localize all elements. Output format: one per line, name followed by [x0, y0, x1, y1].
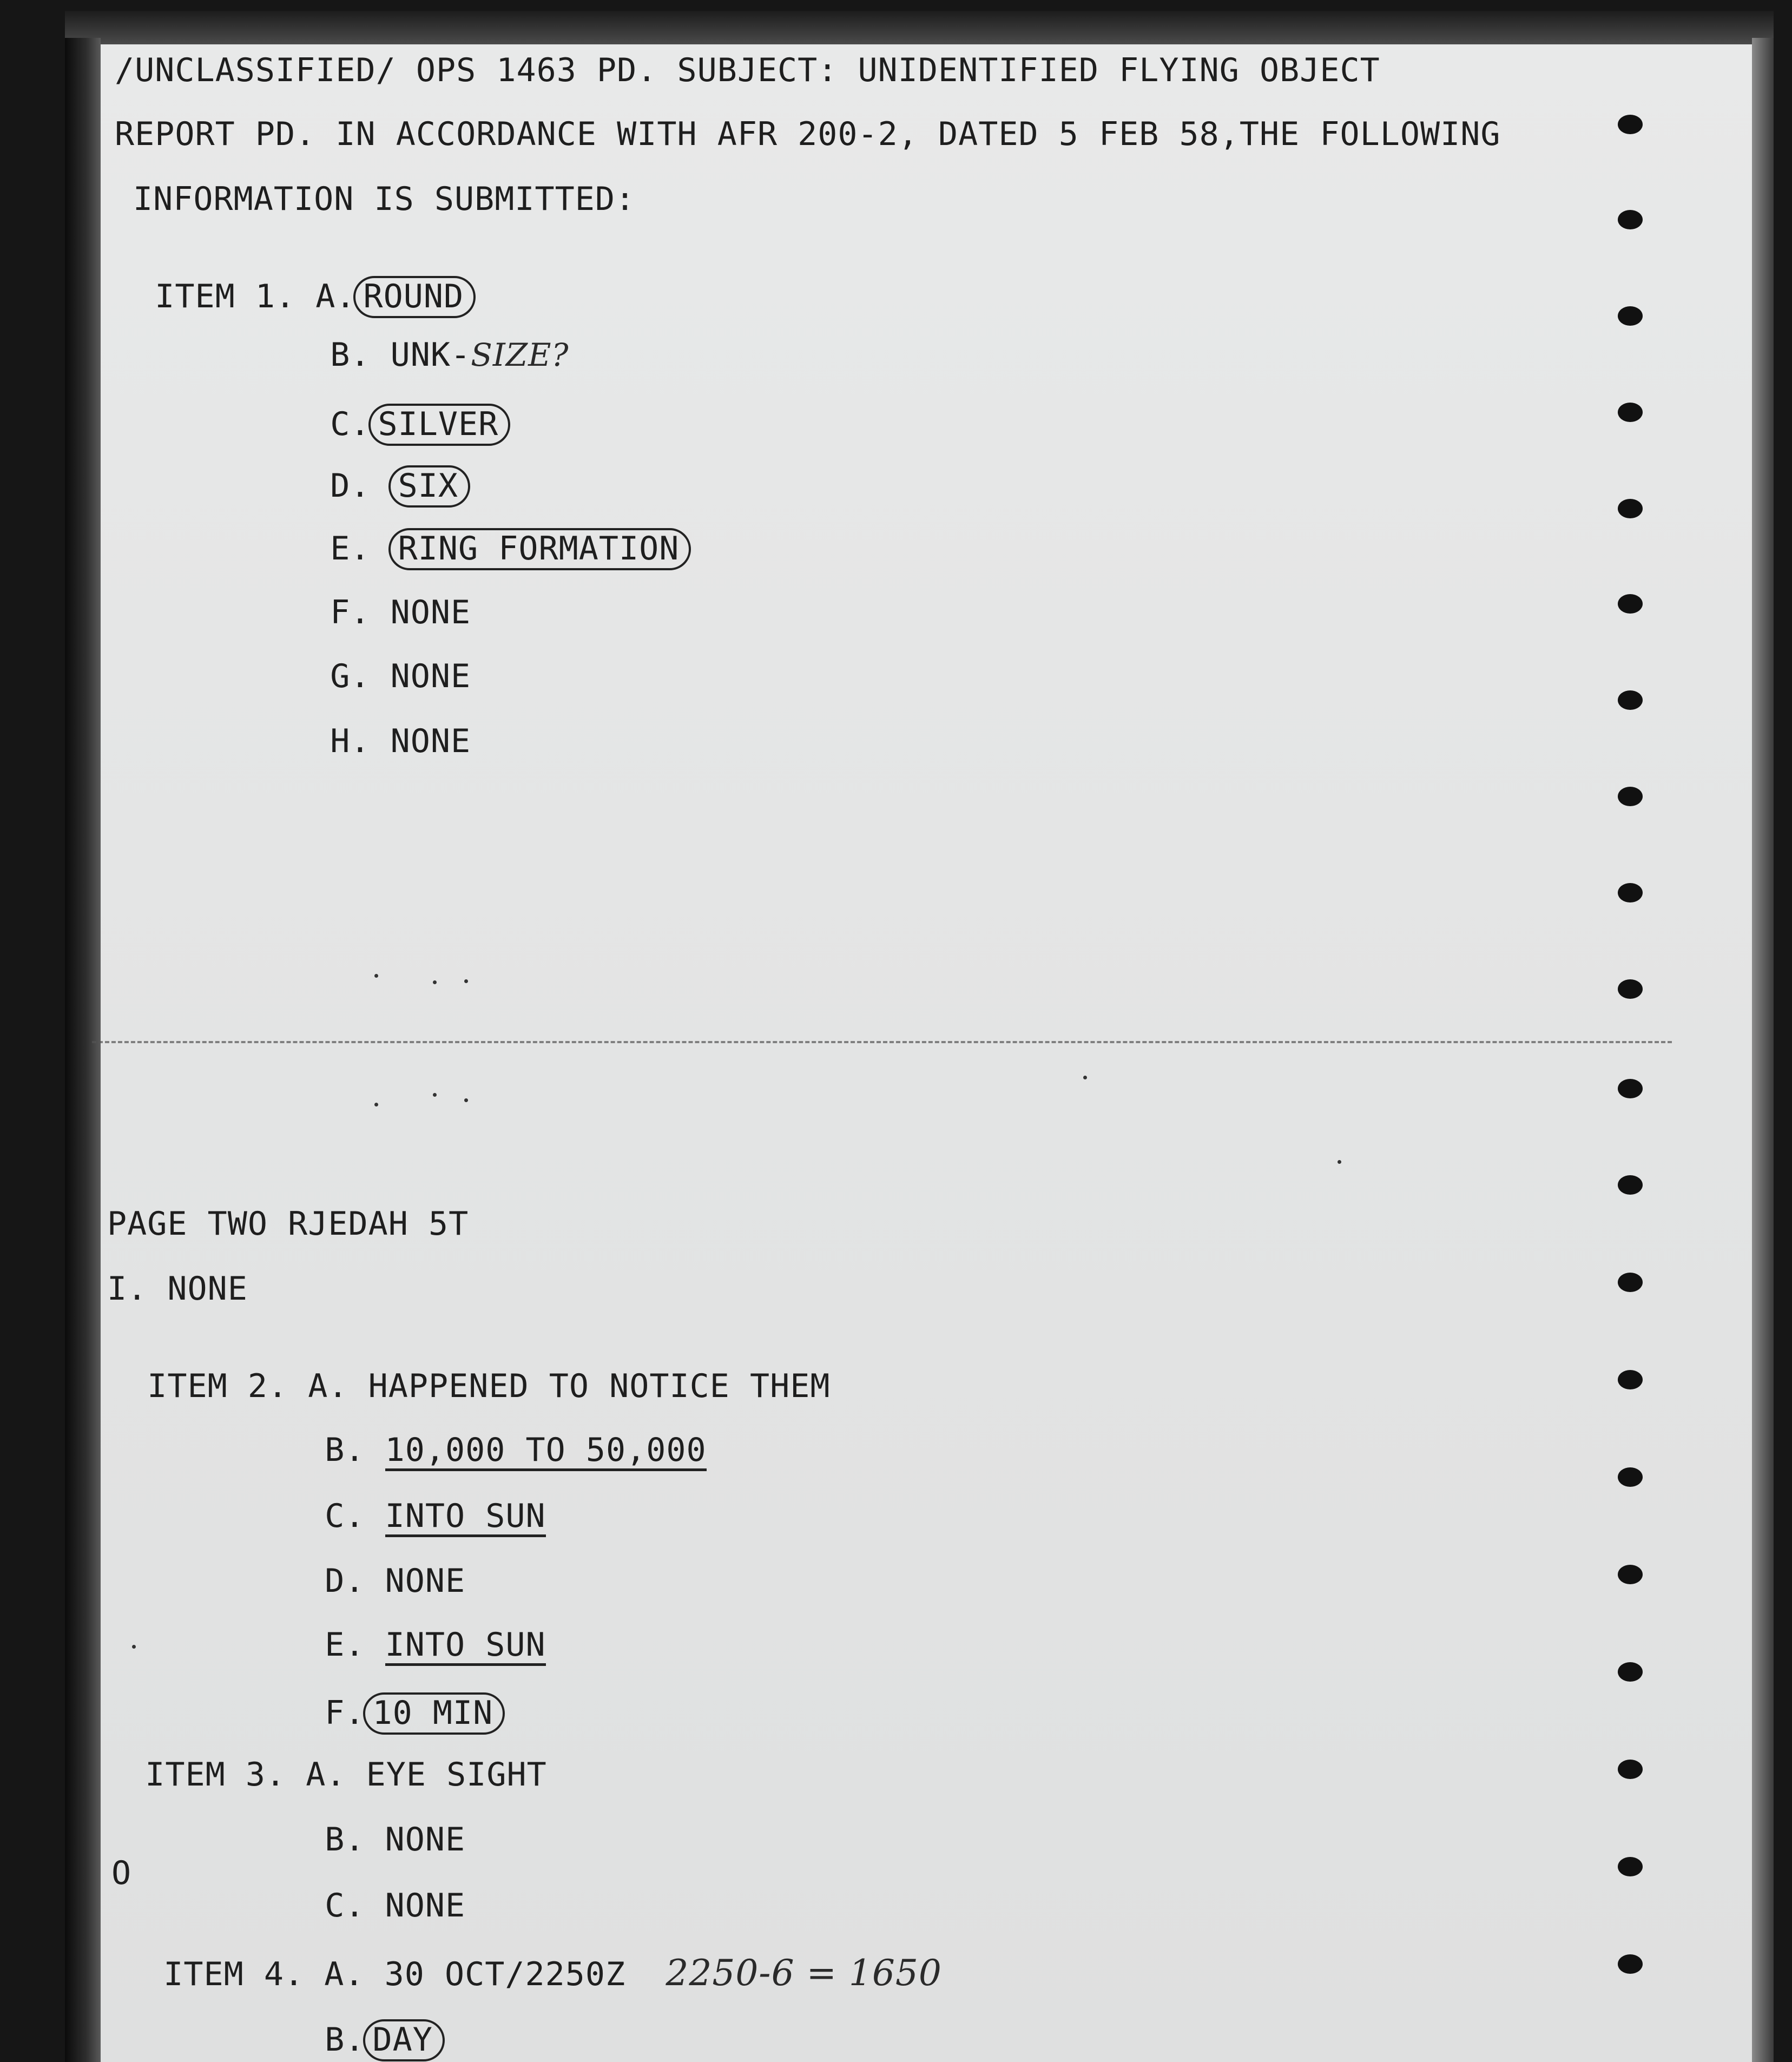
header-line-2: REPORT PD. IN ACCORDANCE WITH AFR 200-2, DATED 5 FEB 58,THE FOLLOWING [115, 115, 1501, 153]
item2-row-b [285, 1401, 707, 1471]
punch-hole [1618, 1857, 1643, 1876]
item1-h-label: H. [330, 722, 371, 760]
scan-border-right [1752, 38, 1774, 2062]
speck [1083, 1076, 1087, 1079]
item3-c-label: C. [325, 1887, 365, 1925]
punch-hole [1618, 403, 1643, 422]
item3-b-label: B. [325, 1821, 365, 1859]
item2-f-value: 10 MIN [363, 1692, 505, 1735]
speck [433, 1093, 437, 1097]
item1-row-h [290, 693, 471, 760]
item2-c-label: C. [325, 1497, 365, 1535]
item2-e-label: E. [325, 1626, 365, 1664]
page-break-line [92, 1041, 1672, 1043]
item1-b-label: B. [330, 336, 371, 374]
punch-hole [1618, 1565, 1643, 1584]
punch-hole [1618, 690, 1643, 710]
item2-b-label: B. [325, 1431, 365, 1469]
item1-a-value: ROUND [353, 276, 476, 318]
punch-hole [1618, 1370, 1643, 1389]
item3-c-value: NONE [385, 1887, 466, 1925]
margin-mark: O [111, 1854, 132, 1892]
item1-e-value: RING FORMATION [388, 528, 691, 570]
item2-d-label: D. [325, 1562, 365, 1600]
speck [132, 1645, 136, 1649]
item2-row-d [285, 1532, 466, 1600]
item2-row-c [285, 1467, 546, 1537]
punch-hole [1618, 499, 1643, 518]
item2-c-value: INTO SUN [385, 1500, 546, 1537]
item3-row-c [285, 1857, 466, 1925]
item1-d-label: D. [330, 467, 371, 505]
item3-b-value: NONE [385, 1821, 466, 1859]
item1-h-value: NONE [390, 722, 471, 760]
item2-row-e [285, 1596, 546, 1666]
header-line-1: /UNCLASSIFIED/ OPS 1463 PD. SUBJECT: UNIDENTIFIED FLYING OBJECT [115, 51, 1380, 89]
item3-row-a [105, 1726, 547, 1794]
punch-hole [1618, 210, 1643, 229]
punch-hole [1618, 1079, 1643, 1098]
item2-label: ITEM 2. A. [147, 1367, 348, 1405]
item1-row-b [290, 306, 569, 374]
item1-e-label: E. [330, 530, 371, 568]
item1-row-f [290, 564, 471, 629]
punch-hole [1618, 594, 1643, 614]
page-two-heading: PAGE TWO RJEDAH 5T [107, 1205, 469, 1243]
item2-d-value: NONE [385, 1562, 466, 1600]
scan-border-left [65, 38, 101, 2062]
punch-hole [1618, 306, 1643, 326]
item2-row-a [107, 1338, 831, 1405]
punch-hole [1618, 1662, 1643, 1682]
item4-label: ITEM 4. A. [163, 1955, 365, 1993]
item1-c-value: SILVER [368, 404, 511, 446]
item4-a-value: 30 OCT/2250Z [384, 1955, 626, 1993]
punch-hole [1618, 1467, 1643, 1487]
speck [464, 979, 468, 983]
item2-f-label: F. [325, 1694, 365, 1732]
item4-row-b [285, 1987, 445, 2061]
item1-f-label: F. [330, 594, 371, 631]
item2-row-f [285, 1660, 505, 1735]
header-line-3: INFORMATION IS SUBMITTED: [133, 180, 636, 218]
item1-b-value: UNK- [390, 336, 471, 374]
item4-row-a [123, 1923, 942, 1994]
item3-label: ITEM 3. A. [145, 1756, 346, 1794]
speck [464, 1098, 468, 1102]
item4-b-value: DAY [363, 2019, 445, 2061]
speck [433, 980, 437, 984]
item2-a-value: HAPPENED TO NOTICE THEM [368, 1367, 831, 1405]
item4-a-handwritten-note: 2250-6 = 1650 [666, 1952, 942, 1994]
item3-row-b [285, 1791, 466, 1859]
item2-e-value: INTO SUN [385, 1629, 546, 1666]
item1-f-value: NONE [390, 594, 471, 631]
speck [374, 1103, 378, 1106]
item1-row-g [290, 628, 471, 693]
speck [1338, 1160, 1341, 1164]
item1-g-value: NONE [390, 657, 471, 695]
item1-b-handwritten-note: SIZE? [471, 337, 569, 373]
punch-hole [1618, 1954, 1643, 1974]
item2-b-value: 10,000 TO 50,000 [385, 1434, 707, 1471]
item1-d-value: SIX [388, 465, 470, 508]
punch-hole [1618, 1273, 1643, 1292]
item1-label: ITEM 1. A. [155, 278, 356, 315]
punch-hole [1618, 115, 1643, 134]
punch-hole [1618, 1175, 1643, 1195]
item1-g-label: G. [330, 657, 371, 695]
item1-c-label: C. [330, 405, 371, 443]
scan-border-top [65, 11, 1774, 44]
item3-a-value: EYE SIGHT [366, 1756, 547, 1794]
item1-row-e [290, 496, 691, 570]
item4-b-label: B. [325, 2021, 365, 2059]
punch-hole [1618, 883, 1643, 902]
punch-hole [1618, 1760, 1643, 1779]
punch-hole [1618, 787, 1643, 806]
speck [374, 974, 378, 978]
item1-row-i: I. NONE [107, 1270, 248, 1308]
punch-hole [1618, 979, 1643, 999]
